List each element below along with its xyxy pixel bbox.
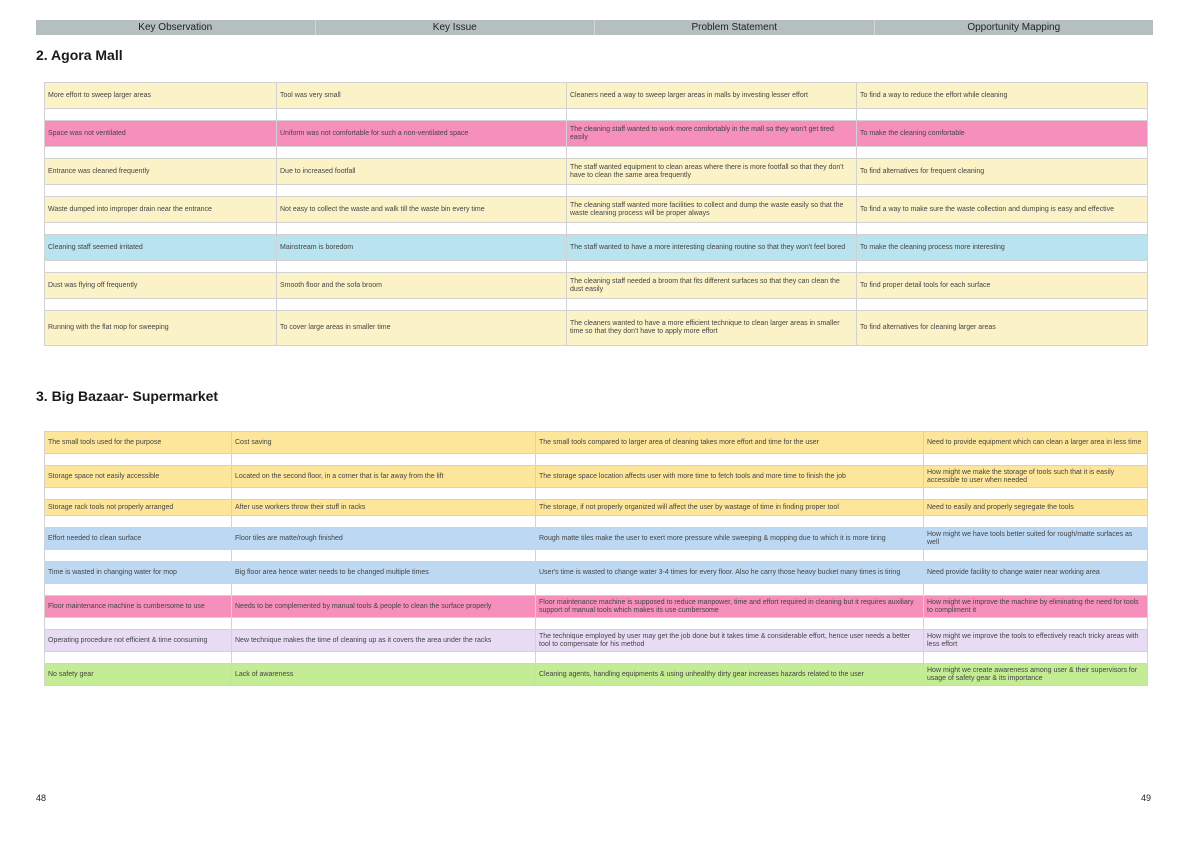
problem-statement-cell: Cleaners need a way to sweep larger areas in malls by investing lesser effort <box>567 83 857 109</box>
spacer-cell <box>232 550 536 562</box>
key-observation-cell: The small tools used for the purpose <box>45 432 232 454</box>
spacer-cell <box>857 299 1148 311</box>
page-number-right: 49 <box>1140 793 1151 803</box>
key-issue-cell: Big floor area hence water needs to be changed multiple times <box>232 562 536 584</box>
spacer-cell <box>45 223 277 235</box>
spacer-cell <box>277 299 567 311</box>
table-row <box>45 159 1148 185</box>
key-observation-cell: Cleaning staff seemed irritated <box>45 235 277 261</box>
spacer-cell <box>536 516 924 528</box>
row-spacer <box>45 516 1148 528</box>
spacer-cell <box>277 261 567 273</box>
table-row <box>45 664 1148 686</box>
spacer-cell <box>45 652 232 664</box>
spacer-cell <box>567 109 857 121</box>
table-row <box>45 596 1148 618</box>
table-row <box>45 630 1148 652</box>
problem-statement-cell: The cleaning staff needed a broom that fits different surfaces so that they can clean the dust easily <box>567 273 857 299</box>
opportunity-mapping-cell: Need to easily and properly segregate the tools <box>924 500 1148 516</box>
key-observation-cell: No safety gear <box>45 664 232 686</box>
column-header-bar <box>36 20 1153 35</box>
header-key-observation: Key Observation <box>36 20 316 35</box>
table-row <box>45 500 1148 516</box>
spacer-cell <box>924 488 1148 500</box>
problem-statement-cell: The staff wanted to have a more interesting cleaning routine so that they won't feel bored <box>567 235 857 261</box>
spacer-cell <box>536 454 924 466</box>
key-issue-cell: Mainstream is boredom <box>277 235 567 261</box>
problem-statement-cell: Floor maintenance machine is supposed to reduce manpower, time and effort required in cleaning but it requires auxiliary support of manual tools which makes its use cumbersome <box>536 596 924 618</box>
opportunity-mapping-cell: To find a way to make sure the waste collection and dumping is easy and effective <box>857 197 1148 223</box>
table-row <box>45 83 1148 109</box>
key-issue-cell: Uniform was not comfortable for such a non-ventilated space <box>277 121 567 147</box>
key-observation-cell: Waste dumped into improper drain near the entrance <box>45 197 277 223</box>
spacer-cell <box>924 454 1148 466</box>
spacer-cell <box>45 299 277 311</box>
row-spacer <box>45 454 1148 466</box>
spacer-cell <box>857 261 1148 273</box>
key-issue-cell: Smooth floor and the sofa broom <box>277 273 567 299</box>
header-problem-statement: Problem Statement <box>595 20 875 35</box>
key-observation-cell: Entrance was cleaned frequently <box>45 159 277 185</box>
spacer-cell <box>857 185 1148 197</box>
spacer-cell <box>567 299 857 311</box>
spacer-cell <box>857 109 1148 121</box>
key-observation-cell: Space was not ventilated <box>45 121 277 147</box>
key-issue-cell: Needs to be complemented by manual tools & people to clean the surface properly <box>232 596 536 618</box>
opportunity-mapping-cell: How might we have tools better suited for rough/matte surfaces as well <box>924 528 1148 550</box>
key-observation-cell: Effort needed to clean surface <box>45 528 232 550</box>
row-spacer <box>45 488 1148 500</box>
spacer-cell <box>45 185 277 197</box>
spacer-cell <box>45 147 277 159</box>
agora-mall-table <box>44 82 1148 346</box>
header-opportunity-mapping: Opportunity Mapping <box>967 22 1061 33</box>
problem-statement-cell: Rough matte tiles make the user to exert more pressure while sweeping & mopping due to which it is more tiring <box>536 528 924 550</box>
spacer-cell <box>924 550 1148 562</box>
table-row <box>45 121 1148 147</box>
spacer-cell <box>857 147 1148 159</box>
problem-statement-cell: The cleaning staff wanted more facilities to collect and dump the waste easily so that the waste cleaning process will be proper always <box>567 197 857 223</box>
key-observation-cell: Storage rack tools not properly arranged <box>45 500 232 516</box>
key-observation-cell: Floor maintenance machine is cumbersome to use <box>45 596 232 618</box>
opportunity-mapping-cell: To make the cleaning process more interesting <box>857 235 1148 261</box>
row-spacer <box>45 299 1148 311</box>
spacer-cell <box>924 584 1148 596</box>
spacer-cell <box>924 618 1148 630</box>
opportunity-mapping-cell: To find alternatives for frequent cleaning <box>857 159 1148 185</box>
opportunity-mapping-cell: To find proper detail tools for each surface <box>857 273 1148 299</box>
key-observation-cell: Storage space not easily accessible <box>45 466 232 488</box>
spacer-cell <box>536 488 924 500</box>
spacer-cell <box>277 109 567 121</box>
spacer-cell <box>567 185 857 197</box>
spacer-cell <box>536 584 924 596</box>
key-issue-cell: Lack of awareness <box>232 664 536 686</box>
spacer-cell <box>536 652 924 664</box>
key-issue-cell: To cover large areas in smaller time <box>277 311 567 346</box>
table-row <box>45 197 1148 223</box>
spacer-cell <box>277 185 567 197</box>
key-observation-cell: Time is wasted in changing water for mop <box>45 562 232 584</box>
opportunity-mapping-cell: How might we make the storage of tools such that it is easily accessible to user when needed <box>924 466 1148 488</box>
spacer-cell <box>277 147 567 159</box>
row-spacer <box>45 584 1148 596</box>
table-row <box>45 273 1148 299</box>
header-key-issue: Key Issue <box>316 20 596 35</box>
spacer-cell <box>232 516 536 528</box>
opportunity-mapping-cell: Need provide facility to change water near working area <box>924 562 1148 584</box>
spacer-cell <box>232 618 536 630</box>
key-issue-cell: Tool was very small <box>277 83 567 109</box>
key-observation-cell: Running with the flat mop for sweeping <box>45 311 277 346</box>
key-issue-cell: Cost saving <box>232 432 536 454</box>
problem-statement-cell: The small tools compared to larger area of cleaning takes more effort and time for the user <box>536 432 924 454</box>
row-spacer <box>45 109 1148 121</box>
problem-statement-cell: The storage, if not properly organized will affect the user by wastage of time in finding proper tool <box>536 500 924 516</box>
opportunity-mapping-cell: To find a way to reduce the effort while cleaning <box>857 83 1148 109</box>
key-issue-cell: After use workers throw their stuff in racks <box>232 500 536 516</box>
row-spacer <box>45 261 1148 273</box>
opportunity-mapping-cell: How might we improve the tools to effectively reach tricky areas with less effort <box>924 630 1148 652</box>
spacer-cell <box>45 618 232 630</box>
row-spacer <box>45 652 1148 664</box>
key-issue-cell: Due to increased footfall <box>277 159 567 185</box>
key-issue-cell: Floor tiles are matte/rough finished <box>232 528 536 550</box>
big-bazaar-table <box>44 431 1148 686</box>
problem-statement-cell: The storage space location affects user with more time to fetch tools and more time to finish the job <box>536 466 924 488</box>
table-row <box>45 466 1148 488</box>
section-title-agora-mall: 2. Agora Mall <box>36 47 123 63</box>
problem-statement-cell: User's time is wasted to change water 3-4 times for every floor. Also he carry those heavy bucket many times is tiring <box>536 562 924 584</box>
problem-statement-cell: The technique employed by user may get the job done but it takes time & considerable effort, hence user needs a better tool to compensate for his method <box>536 630 924 652</box>
opportunity-mapping-cell: To make the cleaning comfortable <box>857 121 1148 147</box>
spacer-cell <box>232 454 536 466</box>
spacer-cell <box>45 584 232 596</box>
row-spacer <box>45 550 1148 562</box>
spacer-cell <box>857 223 1148 235</box>
table-row <box>45 311 1148 346</box>
key-observation-cell: Operating procedure not efficient & time consuming <box>45 630 232 652</box>
row-spacer <box>45 223 1148 235</box>
table-row <box>45 235 1148 261</box>
spacer-cell <box>45 454 232 466</box>
spacer-cell <box>567 261 857 273</box>
row-spacer <box>45 147 1148 159</box>
spacer-cell <box>232 488 536 500</box>
row-spacer <box>45 618 1148 630</box>
spacer-cell <box>536 550 924 562</box>
problem-statement-cell: The staff wanted equipment to clean areas where there is more footfall so that they don't have to clean the same area frequently <box>567 159 857 185</box>
spacer-cell <box>45 109 277 121</box>
problem-statement-cell: The cleaners wanted to have a more efficient technique to clean larger areas in smaller time so that they don't have to apply more effort <box>567 311 857 346</box>
key-observation-cell: Dust was flying off frequently <box>45 273 277 299</box>
key-issue-cell: New technique makes the time of cleaning up as it covers the area under the racks <box>232 630 536 652</box>
spacer-cell <box>924 516 1148 528</box>
problem-statement-cell: The cleaning staff wanted to work more comfortably in the mall so they won't get tired easily <box>567 121 857 147</box>
section-title-big-bazaar: 3. Big Bazaar- Supermarket <box>36 388 219 404</box>
key-issue-cell: Located on the second floor, in a corner that is far away from the lift <box>232 466 536 488</box>
spacer-cell <box>232 652 536 664</box>
spacer-cell <box>45 550 232 562</box>
spacer-cell <box>924 652 1148 664</box>
page-number-left: 48 <box>36 793 47 803</box>
opportunity-mapping-cell: To find alternatives for cleaning larger areas <box>857 311 1148 346</box>
key-issue-cell: Not easy to collect the waste and walk till the waste bin every time <box>277 197 567 223</box>
spacer-cell <box>536 618 924 630</box>
spacer-cell <box>45 516 232 528</box>
opportunity-mapping-cell: How might we improve the machine by eliminating the need for tools to compliment it <box>924 596 1148 618</box>
problem-statement-cell: Cleaning agents, handling equipments & using unhealthy dirty gear increases hazards related to the user <box>536 664 924 686</box>
opportunity-mapping-cell: Need to provide equipment which can clean a larger area in less time <box>924 432 1148 454</box>
spacer-cell <box>232 584 536 596</box>
table-row <box>45 562 1148 584</box>
opportunity-mapping-cell: How might we create awareness among user & their supervisors for usage of safety gear & its importance <box>924 664 1148 686</box>
spacer-cell <box>45 261 277 273</box>
spacer-cell <box>567 147 857 159</box>
key-observation-cell: More effort to sweep larger areas <box>45 83 277 109</box>
spacer-cell <box>45 488 232 500</box>
spacer-cell <box>277 223 567 235</box>
row-spacer <box>45 185 1148 197</box>
table-row <box>45 432 1148 454</box>
spacer-cell <box>567 223 857 235</box>
table-row <box>45 528 1148 550</box>
